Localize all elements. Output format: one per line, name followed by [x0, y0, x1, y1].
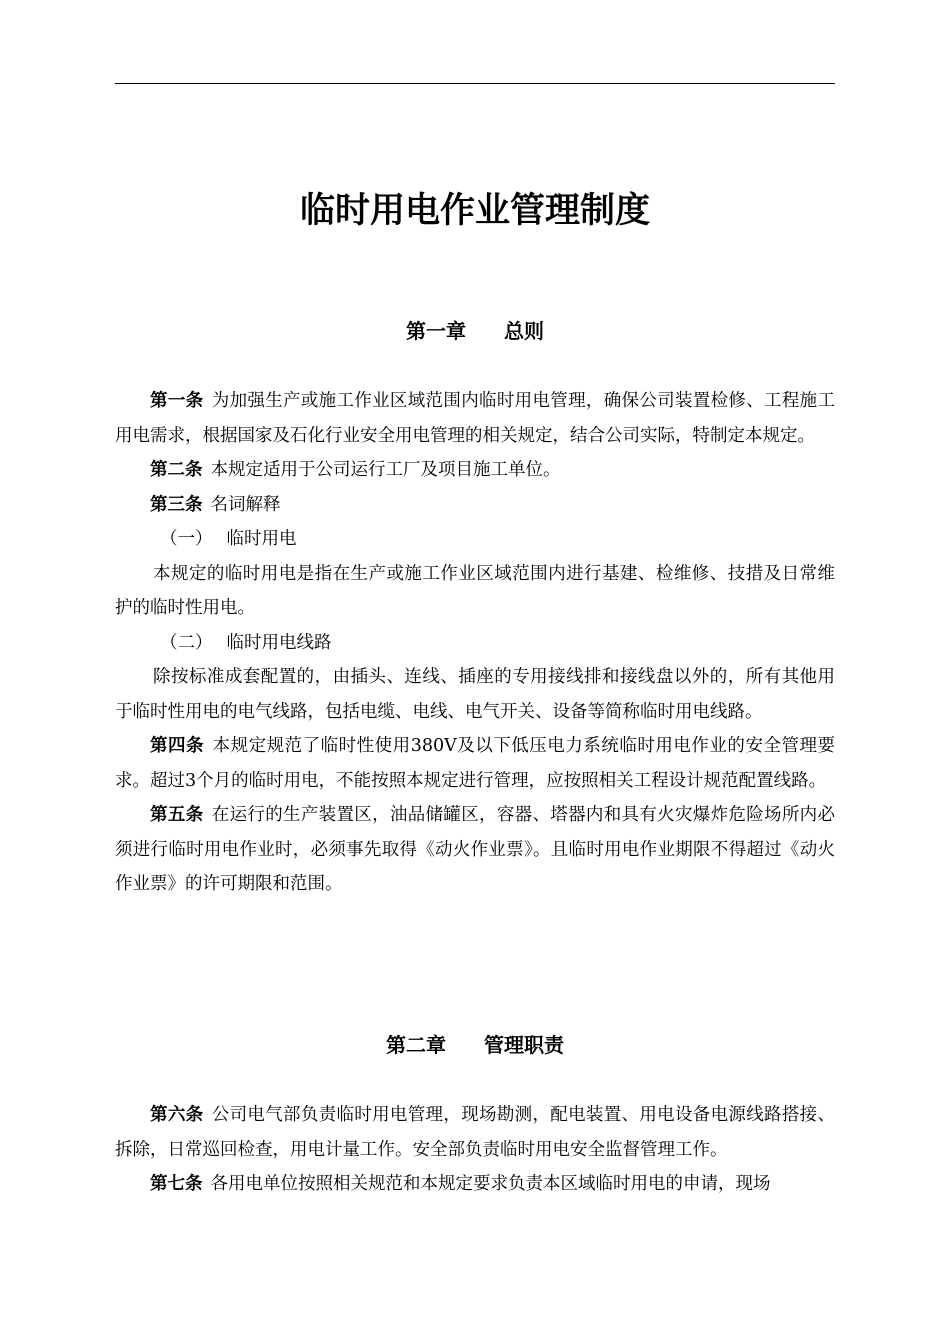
article-2-label: 第二条: [150, 460, 203, 480]
term-2-heading: [115, 626, 835, 661]
chapter-2-name: 管理职责: [484, 1033, 564, 1057]
article-7-text: 各用电单位按照相关规范和本规定要求负责本区域临时用电的申请，现场: [210, 1174, 771, 1194]
term-1-label: （一）: [160, 529, 213, 549]
article-7-label: 第七条: [150, 1174, 203, 1194]
article-3-text: 名词解释: [210, 494, 281, 515]
article-6-label: 第六条: [150, 1105, 204, 1125]
article-7: [115, 1167, 835, 1202]
header-rule: [115, 83, 835, 84]
article-5-text: 在运行的生产装置区，油品储罐区，容器、塔器内和具有火灾爆炸危险场所内必须进行临时用电作业时，必须事先取得《动火作业票》。且临时用电作业期限不得超过《动火作业票》的许可期限和范围。: [115, 805, 836, 894]
article-6-text: 公司电气部负责临时用电管理，现场勘测，配电装置、用电设备电源线路搭接、拆除，日常巡回检查，用电计量工作。安全部负责临时用电安全监督管理工作。: [115, 1105, 836, 1160]
chapter-2-heading: [0, 1030, 950, 1060]
article-6: [115, 1098, 835, 1167]
term-2-title: 临时用电线路: [226, 632, 332, 653]
chapter-1-number: 第一章: [406, 319, 466, 343]
chapter-1-name: 总则: [504, 319, 544, 343]
term-2-definition: 除按标准成套配置的，由插头、连线、插座的专用接线排和接线盘以外的，所有其他用于临时性用电的电气线路，包括电缆、电线、电气开关、设备等简称临时用电线路。: [115, 667, 835, 722]
term-1-heading: [115, 522, 835, 557]
term-1-title: 临时用电: [226, 529, 297, 549]
chapter-1-heading: [0, 316, 950, 346]
article-1-label: 第一条: [150, 391, 204, 411]
document-title: 临时用电作业管理制度: [299, 191, 650, 231]
article-4-label: 第四条: [150, 736, 205, 756]
article-3: [115, 488, 835, 523]
chapter-2-body: [115, 1098, 835, 1202]
article-1-text: 为加强生产或施工作业区域范围内临时用电管理，确保公司装置检修、工程施工用电需求，根据国家及石化行业安全用电管理的相关规定，结合公司实际，特制定本规定。: [115, 391, 836, 446]
article-2: [115, 453, 835, 488]
article-3-label: 第三条: [150, 494, 203, 515]
term-2-label: （二）: [160, 632, 213, 653]
article-1: [115, 384, 835, 453]
term-1-definition: 本规定的临时用电是指在生产或施工作业区域范围内进行基建、检维修、技措及日常维护的临时性用电。: [115, 563, 835, 618]
chapter-2-number: 第二章: [386, 1033, 446, 1057]
article-5-label: 第五条: [150, 805, 204, 825]
chapter-1-body: [115, 384, 835, 902]
article-4-text: 本规定规范了临时性使用380V及以下低压电力系统临时用电作业的安全管理要求。超过3个月的临时用电，不能按照本规定进行管理，应按照相关工程设计规范配置线路。: [115, 736, 835, 791]
article-4: [115, 729, 835, 798]
article-2-text: 本规定适用于公司运行工厂及项目施工单位。: [210, 460, 561, 480]
article-5: [115, 798, 835, 902]
